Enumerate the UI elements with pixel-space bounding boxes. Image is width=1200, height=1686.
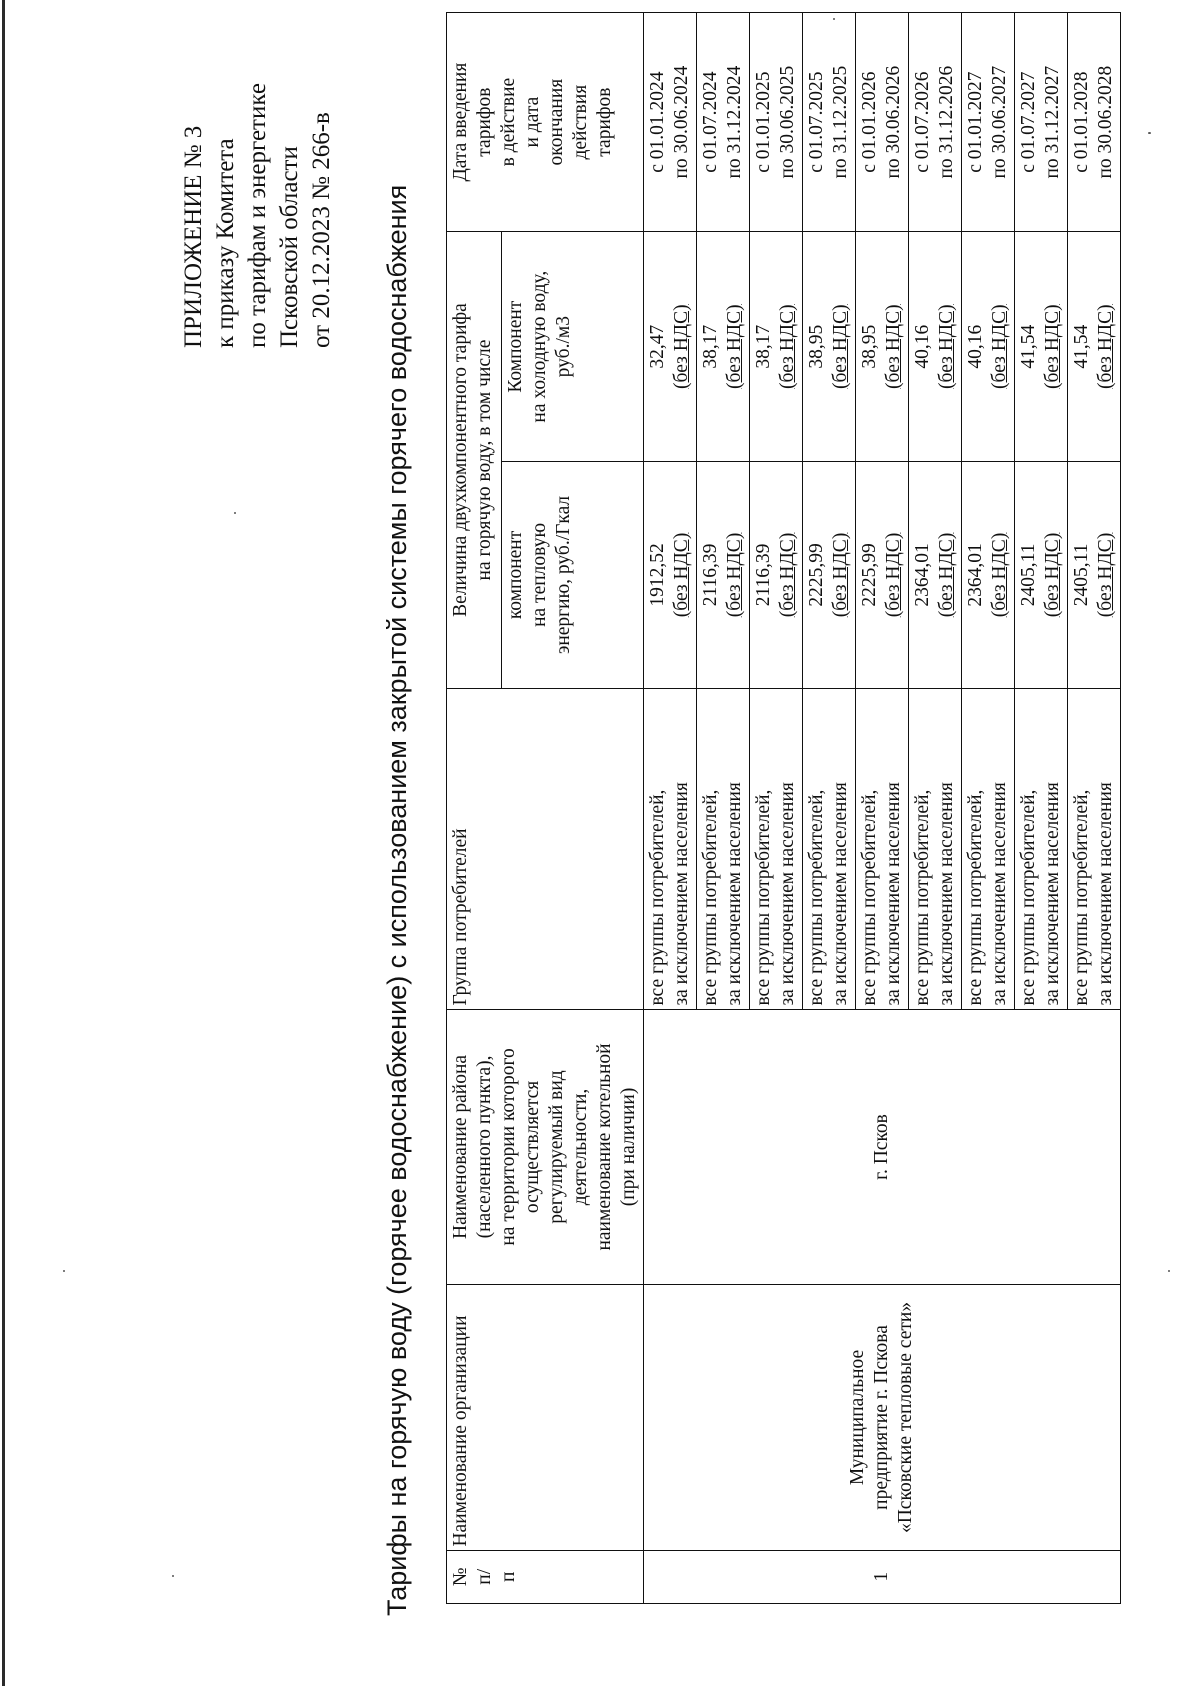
consumer-group-cell: [909, 688, 962, 1009]
heat-value-cell: [962, 462, 1015, 689]
group-line: за исключением населения: [777, 782, 798, 1006]
group-line: за исключением населения: [936, 782, 957, 1006]
vat-note: (без НДС): [1042, 304, 1063, 389]
org-name-line: «Псковские тепловые сети»: [895, 1301, 916, 1534]
date-from: с 01.01.2025: [753, 71, 774, 173]
date-range-cell: [909, 13, 962, 232]
vat-note: (без НДС): [1095, 304, 1116, 389]
heat-value: 2225,99: [859, 543, 880, 607]
header-cold-water-component: [502, 232, 644, 462]
cold-value: 40,16: [912, 324, 933, 369]
header-line: Величина двухкомпонентного тарифа: [450, 303, 471, 617]
date-range-cell: [697, 13, 750, 232]
cold-value-cell: [856, 232, 909, 462]
vat-note: (без НДС): [671, 304, 692, 389]
header-line: тарифов: [594, 87, 615, 157]
heat-value-cell: [697, 462, 750, 689]
cold-value-cell: [644, 232, 697, 462]
date-range-cell: [644, 13, 697, 232]
consumer-group-cell: [1068, 688, 1121, 1009]
header-two-part-tariff: [447, 232, 502, 689]
org-name-line: Муниципальное: [847, 1349, 868, 1486]
header-line: деятельности,: [570, 1088, 591, 1206]
vat-note: (без НДС): [883, 304, 904, 389]
date-from: с 01.07.2024: [700, 71, 721, 173]
vat-note: (без НДС): [989, 304, 1010, 389]
cold-value: 38,17: [700, 324, 721, 369]
appendix-line: по тарифам и энергетике: [244, 83, 271, 348]
header-line: компонент: [505, 530, 526, 620]
header-line: Компонент: [505, 300, 526, 393]
consumer-group-cell: [856, 688, 909, 1009]
heat-value-cell: [803, 462, 856, 689]
heat-value: 2405,11: [1018, 543, 1039, 607]
header-line: (населенного пункта),: [474, 1055, 495, 1239]
cold-value: 32,47: [647, 324, 668, 369]
date-from: с 01.01.2028: [1071, 71, 1092, 173]
cold-value-cell: [803, 232, 856, 462]
heat-value: 2405,11: [1071, 543, 1092, 607]
appendix-block: [178, 8, 338, 348]
header-line: Дата введения: [450, 62, 471, 182]
vat-note: (без НДС): [936, 304, 957, 389]
group-line: за исключением населения: [830, 782, 851, 1006]
group-line: все группы потребителей,: [912, 789, 933, 1006]
date-range-cell: [1068, 13, 1121, 232]
heat-value: 2364,01: [912, 543, 933, 607]
header-organization: Наименование организации: [447, 1285, 644, 1550]
header-line: окончания: [546, 78, 567, 166]
date-to: по 30.06.2026: [883, 65, 904, 179]
header-line: п/: [474, 1568, 495, 1585]
header-line: тарифов: [474, 87, 495, 157]
header-line: п: [498, 1571, 519, 1582]
appendix-line: к приказу Комитета: [212, 138, 239, 348]
cold-value: 38,17: [753, 324, 774, 369]
org-name-line: предприятие г. Пскова: [871, 1325, 892, 1510]
vat-note: (без НДС): [724, 304, 745, 389]
header-line: действия: [570, 84, 591, 160]
cold-value-cell: [697, 232, 750, 462]
appendix-line: Псковской области: [276, 146, 303, 348]
cold-value: 38,95: [859, 324, 880, 369]
consumer-group-cell: [750, 688, 803, 1009]
vat-note: (без НДС): [830, 304, 851, 389]
header-line: на холодную воду,: [529, 270, 550, 423]
tariff-table: [446, 12, 1121, 1604]
date-to: по 31.12.2026: [936, 65, 957, 179]
vat-note: (без НДС): [989, 532, 1010, 618]
appendix-heading: ПРИЛОЖЕНИЕ № 3: [180, 125, 207, 348]
cold-value-cell: [1015, 232, 1068, 462]
heat-value-cell: [644, 462, 697, 689]
cold-value-cell: [750, 232, 803, 462]
org-name: [644, 1285, 1121, 1550]
consumer-group-cell: [803, 688, 856, 1009]
header-line: энергию, руб./Гкал: [553, 495, 574, 655]
header-line: Наименование района: [450, 1054, 471, 1239]
header-heat-component: [502, 462, 644, 689]
date-from: с 01.01.2026: [859, 71, 880, 173]
group-line: за исключением населения: [724, 782, 745, 1006]
document-title: Тарифы на горячую воду (горячее водоснабжение) с использованием закрытой системы горячего водоснабжения: [382, 184, 412, 1616]
date-from: с 01.07.2027: [1018, 71, 1039, 173]
header-line: наименование котельной: [594, 1043, 615, 1251]
date-from: с 01.01.2024: [647, 71, 668, 173]
header-line: в действие: [498, 77, 519, 167]
date-to: по 30.06.2025: [777, 65, 798, 179]
date-to: по 31.12.2025: [830, 65, 851, 179]
date-from: с 01.07.2026: [912, 71, 933, 173]
group-line: все группы потребителей,: [700, 789, 721, 1006]
date-to: по 30.06.2024: [671, 65, 692, 179]
consumer-group-cell: [644, 688, 697, 1009]
heat-value-cell: [856, 462, 909, 689]
cold-value: 40,16: [965, 324, 986, 369]
header-line: на горячую воду, в том числе: [474, 339, 495, 581]
date-to: по 30.06.2028: [1095, 65, 1116, 179]
header-line: регулируемый вид: [546, 1070, 567, 1224]
header-line: (при наличии): [618, 1087, 639, 1207]
group-line: все группы потребителей,: [647, 789, 668, 1006]
date-from: с 01.07.2025: [806, 71, 827, 173]
date-range-cell: [803, 13, 856, 232]
table-row: [644, 13, 697, 1604]
heat-value-cell: [750, 462, 803, 689]
consumer-group-cell: [697, 688, 750, 1009]
group-line: за исключением населения: [1095, 782, 1116, 1006]
vat-note: (без НДС): [1095, 532, 1116, 618]
vat-note: (без НДС): [830, 532, 851, 618]
heat-value-cell: [1068, 462, 1121, 689]
heat-value-cell: [909, 462, 962, 689]
group-line: все группы потребителей,: [859, 789, 880, 1006]
date-range-cell: [962, 13, 1015, 232]
cold-value: 41,54: [1018, 324, 1039, 369]
date-to: по 31.12.2027: [1042, 65, 1063, 179]
header-line: №: [450, 1567, 471, 1587]
cold-value-cell: [1068, 232, 1121, 462]
date-to: по 30.06.2027: [989, 65, 1010, 179]
vat-note: (без НДС): [777, 304, 798, 389]
appendix-line: от 20.12.2023 № 266-в: [308, 112, 335, 348]
date-range-cell: [1015, 13, 1068, 232]
header-number: [447, 1550, 644, 1603]
group-line: все группы потребителей,: [1018, 789, 1039, 1006]
header-line: и дата: [522, 96, 543, 148]
heat-value: 2116,39: [753, 543, 774, 607]
group-line: за исключением населения: [671, 782, 692, 1006]
group-line: за исключением населения: [989, 782, 1010, 1006]
group-line: все группы потребителей,: [1071, 789, 1092, 1006]
cold-value: 38,95: [806, 324, 827, 369]
cold-value-cell: [909, 232, 962, 462]
vat-note: (без НДС): [936, 532, 957, 618]
heat-value-cell: [1015, 462, 1068, 689]
heat-value: 1912,52: [647, 543, 668, 607]
heat-value: 2364,01: [965, 543, 986, 607]
consumer-group-cell: [1015, 688, 1068, 1009]
header-line: на тепловую: [529, 522, 550, 627]
group-line: все группы потребителей,: [965, 789, 986, 1006]
consumer-group-cell: [962, 688, 1015, 1009]
group-line: все группы потребителей,: [806, 789, 827, 1006]
heat-value: 2116,39: [700, 543, 721, 607]
cold-value-cell: [962, 232, 1015, 462]
header-district: [447, 1009, 644, 1285]
org-number: 1: [644, 1550, 1121, 1603]
group-line: за исключением населения: [883, 782, 904, 1006]
vat-note: (без НДС): [777, 532, 798, 618]
table-header-row: [447, 13, 502, 1604]
header-line: руб./м3: [553, 316, 574, 378]
group-line: за исключением населения: [1042, 782, 1063, 1006]
date-range-cell: [856, 13, 909, 232]
vat-note: (без НДС): [883, 532, 904, 618]
date-from: с 01.01.2027: [965, 71, 986, 173]
district-name: г. Псков: [644, 1009, 1121, 1285]
vat-note: (без НДС): [671, 532, 692, 618]
header-consumer-group: Группа потребителей: [447, 688, 644, 1009]
header-dates: [447, 13, 644, 232]
vat-note: (без НДС): [724, 532, 745, 618]
date-to: по 31.12.2024: [724, 65, 745, 179]
header-line: осуществляется: [522, 1080, 543, 1214]
vat-note: (без НДС): [1042, 532, 1063, 618]
heat-value: 2225,99: [806, 543, 827, 607]
cold-value: 41,54: [1071, 324, 1092, 369]
date-range-cell: [750, 13, 803, 232]
group-line: все группы потребителей,: [753, 789, 774, 1006]
header-line: на территории которого: [498, 1048, 519, 1246]
